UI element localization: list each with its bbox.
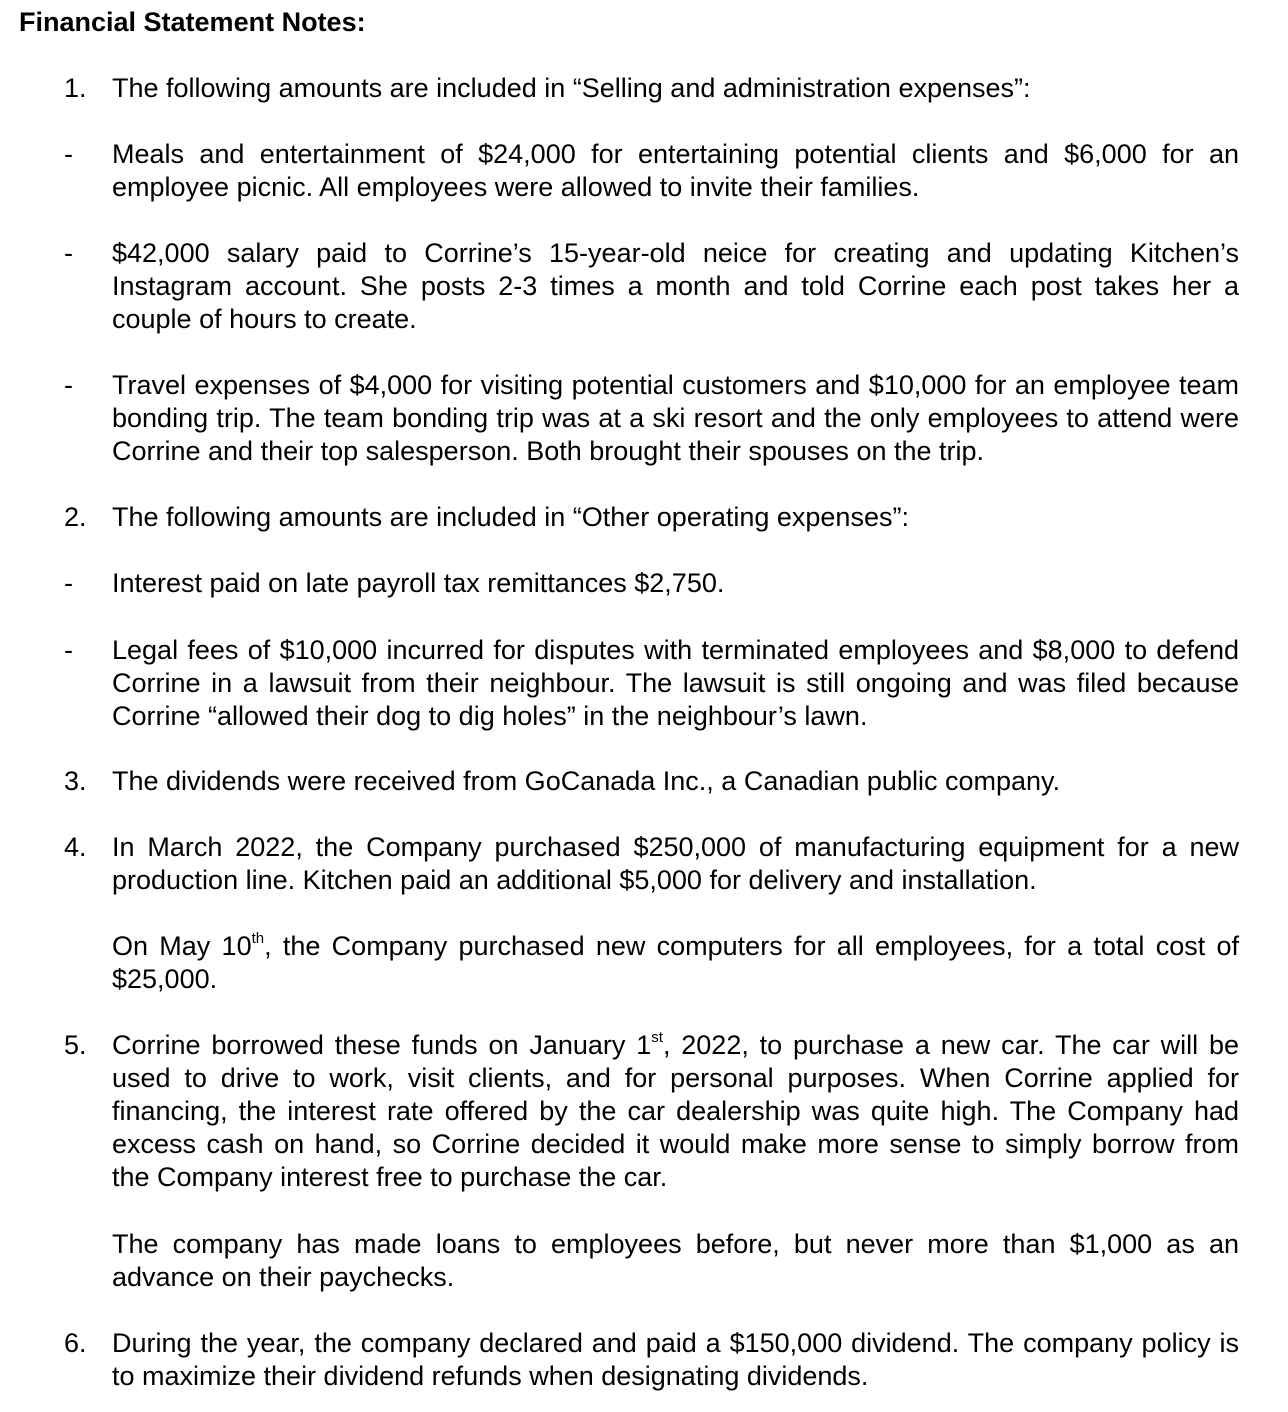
text-part: On May 10 [112, 931, 252, 961]
bullet-dash: - [64, 139, 73, 169]
note-text: The following amounts are included in “Selling and administration expenses”: [112, 73, 1031, 103]
text-part: , the Company purchased new computers for all employees, for a total cost of $25,000. [112, 931, 1239, 994]
bullet-dash: - [64, 238, 73, 268]
note-text: The dividends were received from GoCanada Inc., a Canadian public company. [112, 766, 1061, 796]
bullet-text: Travel expenses of $4,000 for visiting potential customers and $10,000 for an employee team bonding trip. The team bonding trip was at a ski resort and the only employees to attend were Corrine and their top salesperson. Both brought their spouses on the trip. [112, 370, 1239, 466]
bullet-dash: - [64, 568, 73, 598]
bullet-text: Legal fees of $10,000 incurred for disputes with terminated employees and $8,000 to defend Corrine in a lawsuit from their neighbour. The lawsuit is still ongoing and was filed because Corrine “allowed their dog to dig holes” in the neighbour’s lawn. [112, 635, 1239, 731]
superscript: st [651, 1029, 663, 1046]
note-text: In March 2022, the Company purchased $250,000 of manufacturing equipment for a new production line. Kitchen paid an additional $5,000 for delivery and installation. [112, 832, 1239, 895]
bullet-text: Meals and entertainment of $24,000 for entertaining potential clients and $6,000 for an employee picnic. All employees were allowed to invite their families. [112, 139, 1239, 202]
note-paragraph: The company has made loans to employees before, but never more than $1,000 as an advance on their paychecks. [112, 1229, 1239, 1292]
page-title: Financial Statement Notes: [19, 7, 366, 37]
note-number: 2. [64, 502, 87, 532]
superscript: th [251, 930, 265, 947]
text-part: , 2022, to purchase a new car. The car will be used to drive to work, visit clients, and for personal purposes. When Corrine applied for financing, the interest rate offered by the car dealership was quite high. The Company had excess cash on hand, so Corrine decided it would make more sense to simply borrow from the Company interest free to purchase the car. [112, 1030, 1239, 1192]
bullet-text: Interest paid on late payroll tax remittances $2,750. [112, 568, 725, 598]
bullet-dash: - [64, 370, 73, 400]
note-text: During the year, the company declared and paid a $150,000 dividend. The company policy is to maximize their dividend refunds when designating dividends. [112, 1328, 1239, 1391]
note-number: 6. [64, 1328, 87, 1358]
note-number: 3. [64, 766, 87, 796]
note-text [112, 1029, 1239, 1194]
bullet-dash: - [64, 635, 73, 665]
note-number: 1. [64, 73, 87, 103]
note-number: 5. [64, 1030, 87, 1060]
text-part: Corrine borrowed these funds on January 1 [112, 1030, 652, 1060]
note-number: 4. [64, 832, 87, 862]
note-text: The following amounts are included in “Other operating expenses”: [112, 502, 909, 532]
note-paragraph [112, 930, 1239, 996]
bullet-text: $42,000 salary paid to Corrine’s 15-year-old neice for creating and updating Kitchen’s Instagram account. She posts 2-3 times a month and told Corrine each post takes her a couple of hours to create. [112, 238, 1239, 334]
